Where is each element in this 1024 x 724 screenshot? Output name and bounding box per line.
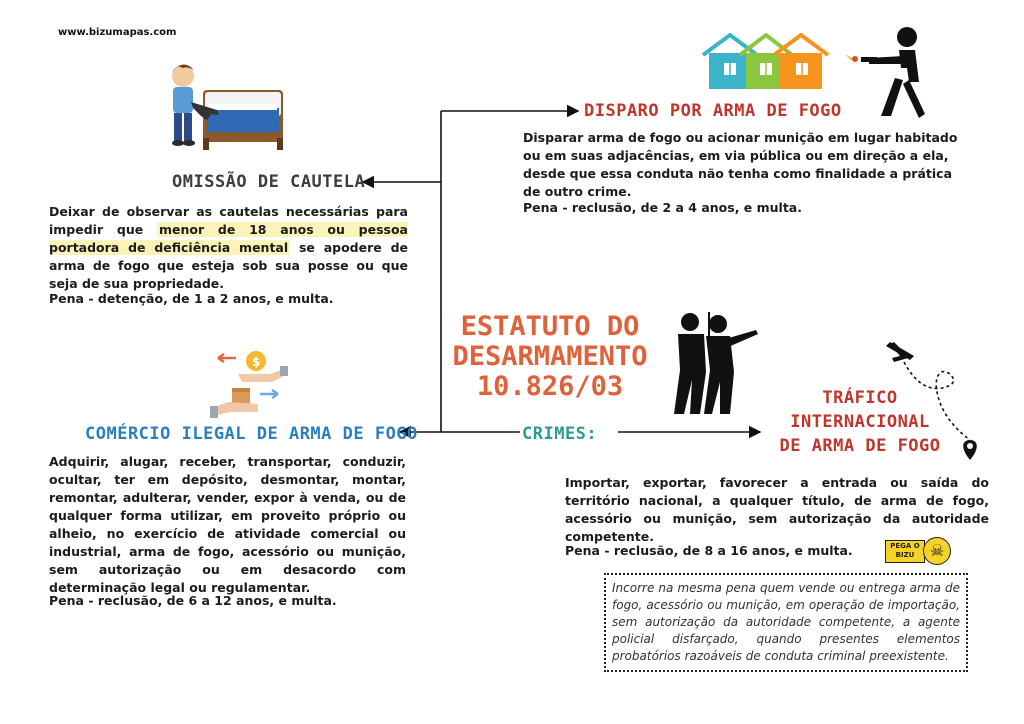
- crimes-label: CRIMES:: [522, 424, 598, 444]
- trafico-title-line2: INTERNACIONAL: [790, 412, 930, 432]
- skull-icon: ☠: [923, 537, 951, 565]
- svg-text:$: $: [252, 355, 261, 369]
- main-title-line1: ESTATUTO DO: [460, 311, 640, 342]
- main-title: [450, 312, 650, 402]
- trafico-pena: Pena - reclusão, de 8 a 16 anos, e multa.: [565, 543, 853, 558]
- main-title-line3: 10.826/03: [476, 371, 624, 402]
- comercio-text: Adquirir, alugar, receber, transportar, conduzir, ocultar, ter em depósito, desmontar, montar, remontar, adulterar, vender, expor à venda, ou de qualquer forma utilizar, em proveito próprio ou alheio, no exercício de atividade comercial ou industrial, arma de fogo, acessório ou munição, sem autorização ou em desacordo com determinação legal ou regulamentar.: [49, 454, 406, 595]
- boy-with-gun-and-bed-icon: [165, 58, 290, 153]
- omissao-text: [49, 203, 408, 293]
- houses-icon: [700, 33, 832, 91]
- disparo-pena: Pena - reclusão, de 2 a 4 anos, e multa.: [523, 200, 802, 215]
- trafico-title-line3: DE ARMA DE FOGO: [779, 436, 941, 456]
- trafico-title-line1: TRÁFICO: [822, 388, 898, 408]
- omissao-title: OMISSÃO DE CAUTELA: [172, 172, 366, 192]
- hands-exchange-icon: [208, 350, 293, 420]
- disparo-title: DISPARO POR ARMA DE FOGO: [584, 101, 842, 121]
- pega-o-bizu-badge: [885, 537, 955, 565]
- trafico-title: [775, 386, 945, 458]
- site-url: www.bizumapas.com: [58, 27, 177, 38]
- comercio-pena: Pena - reclusão, de 6 a 12 anos, e multa.: [49, 593, 337, 608]
- shooter-silhouette-icon: [843, 24, 933, 122]
- omissao-pena: Pena - detenção, de 1 a 2 anos, e multa.: [49, 291, 334, 306]
- trafico-text: Importar, exportar, favorecer a entrada ou saída do território nacional, a qualquer título, de arma de fogo, acessório ou munição, sem autorização da autoridade competente.: [565, 475, 989, 544]
- disparo-text: Disparar arma de fogo ou acionar munição em lugar habitado ou em suas adjacências, em via pública ou em direção a ela, desde que essa conduta não tenha como finalidade a prática de outro crime.: [523, 130, 958, 199]
- omissao-highlight: menor de 18 anos ou pessoa portadora de deficiência mental: [49, 222, 408, 255]
- omissao-text-before: Deixar de observar as cautelas necessárias para impedir que: [49, 204, 408, 237]
- main-title-line2: DESARMAMENTO: [452, 341, 648, 372]
- omissao-text-after: se apodere de arma de fogo que esteja sob sua posse ou que seja de sua propriedade.: [49, 240, 408, 291]
- soldiers-silhouette-icon: [660, 310, 760, 416]
- trafico-note: Incorre na mesma pena quem vende ou entrega arma de fogo, acessório ou munição, em operação de importação, sem autorização da autoridade competente, a agente policial disfarçado, quando presentes elementos probatórios razoáveis de conduta criminal preexistente.: [604, 573, 968, 672]
- badge-label: PEGA O BIZU: [885, 540, 925, 563]
- comercio-title: COMÉRCIO ILEGAL DE ARMA DE FOGO: [85, 424, 418, 444]
